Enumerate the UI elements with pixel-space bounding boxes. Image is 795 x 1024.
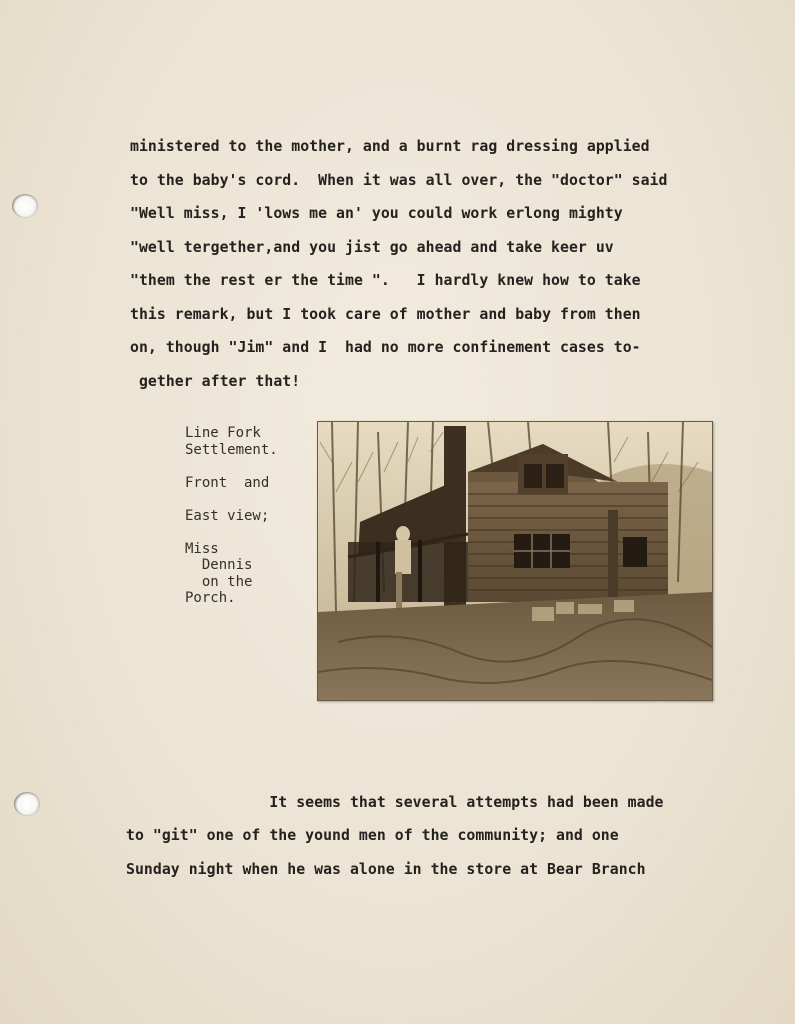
typed-line: It seems that several attempts had been made (126, 794, 664, 811)
typed-paragraph-top (130, 130, 668, 398)
typed-line: this remark, but I took care of mother and baby from then (130, 305, 641, 323)
typed-line: "well tergether,and you jist go ahead and take keer uv (130, 238, 614, 256)
caption-line: Settlement. (185, 441, 278, 458)
typed-paragraph-bottom (126, 786, 664, 886)
typed-line: to the baby's cord. When it was all over, the "doctor" said (130, 171, 668, 189)
photo-caption (185, 425, 278, 607)
typed-line: "them the rest er the time ". I hardly knew how to take (130, 272, 641, 289)
binder-hole (14, 792, 40, 816)
caption-line: East view; (185, 507, 270, 524)
cabin-photograph (317, 421, 713, 701)
typed-line: to "git" one of the yound men of the community; and one (126, 827, 619, 845)
caption-line: Miss (185, 540, 219, 557)
caption-line: Porch. (185, 590, 236, 606)
typed-line: gether after that! (130, 372, 301, 390)
typed-line: "Well miss, I 'lows me an' you could work erlong mighty (130, 205, 623, 222)
typed-line: on, though "Jim" and I had no more confinement cases to- (130, 339, 641, 356)
typed-line: Sunday night when he was alone in the store at Bear Branch (126, 860, 646, 878)
typed-line: ministered to the mother, and a burnt rag dressing applied (130, 138, 650, 155)
caption-line: Front and (185, 474, 270, 491)
binder-hole (12, 194, 38, 218)
caption-line: Line Fork (185, 425, 261, 441)
caption-line: Dennis (185, 557, 253, 573)
caption-line: on the (185, 573, 253, 590)
